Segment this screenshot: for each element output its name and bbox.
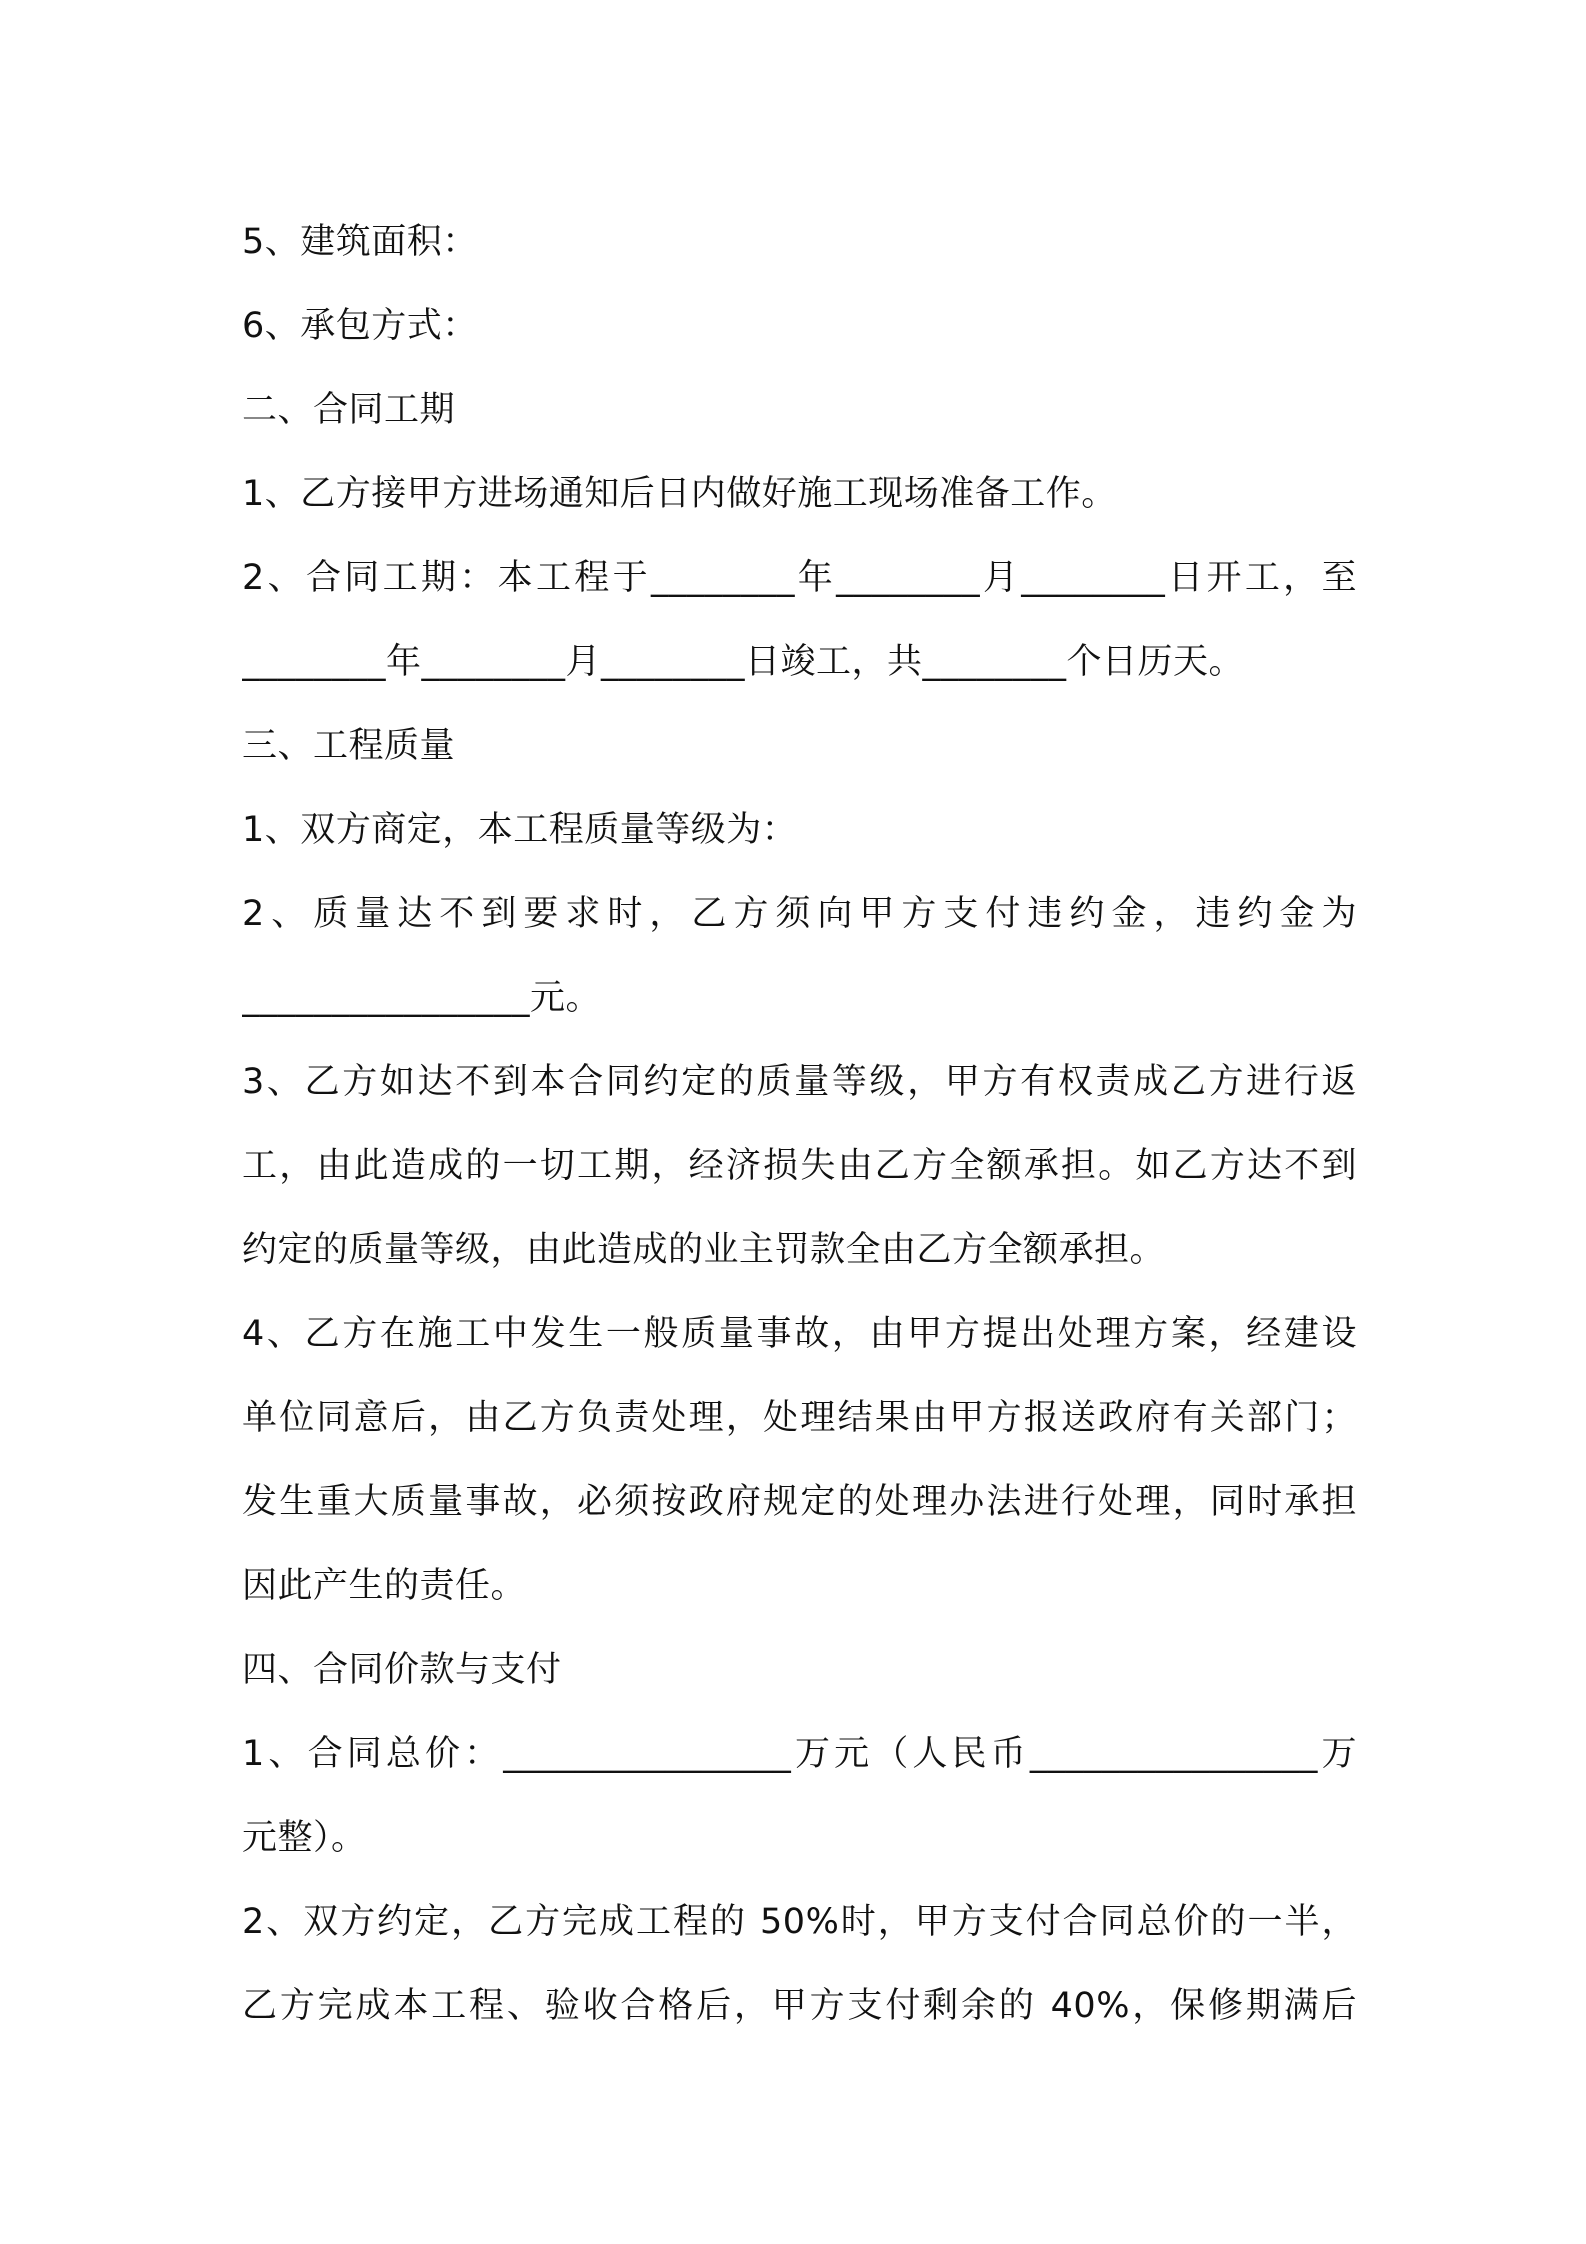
clause-rework-line-1: 3、乙方如达不到本合同约定的质量等级，甲方有权责成乙方进行返 (242, 1062, 1357, 1102)
section-heading-price-payment: 四、合同价款与支付 (242, 1650, 562, 1690)
clause-accident-line-3: 发生重大质量事故，必须按政府规定的处理办法进行处理，同时承担 (242, 1482, 1357, 1522)
clause-site-preparation: 1、乙方接甲方进场通知后日内做好施工现场准备工作。 (242, 474, 1117, 514)
section-heading-contract-period: 二、合同工期 (242, 390, 456, 430)
clause-payment-line-1: 2、双方约定，乙方完成工程的 50%时，甲方支付合同总价的一半， (242, 1902, 1357, 1942)
clause-total-price-line-1: 1、合同总价：________________万元（人民币________________万 (242, 1734, 1357, 1774)
clause-rework-line-3: 约定的质量等级，由此造成的业主罚款全由乙方全额承担。 (242, 1230, 1166, 1270)
clause-payment-line-2: 乙方完成本工程、验收合格后，甲方支付剩余的 40%，保修期满后 (242, 1986, 1357, 2026)
clause-accident-line-1: 4、乙方在施工中发生一般质量事故，由甲方提出处理方案，经建设 (242, 1314, 1357, 1354)
clause-penalty-line-1: 2、质量达不到要求时，乙方须向甲方支付违约金，违约金为 (242, 894, 1357, 934)
clause-quality-grade: 1、双方商定，本工程质量等级为： (242, 810, 798, 850)
clause-rework-line-2: 工，由此造成的一切工期，经济损失由乙方全额承担。如乙方达不到 (242, 1146, 1357, 1186)
clause-penalty-line-2: ________________元。 (242, 978, 602, 1018)
item-contract-method: 6、承包方式： (242, 306, 478, 346)
section-heading-quality: 三、工程质量 (242, 726, 456, 766)
clause-total-price-line-2: 元整）。 (242, 1818, 367, 1858)
clause-accident-line-4: 因此产生的责任。 (242, 1566, 527, 1606)
clause-contract-period-line-1: 2、合同工期：本工程于________年________月________日开工，至 (242, 558, 1357, 598)
clause-accident-line-2: 单位同意后，由乙方负责处理，处理结果由甲方报送政府有关部门； (242, 1398, 1357, 1438)
clause-contract-period-line-2: ________年________月________日竣工，共________个日历天。 (242, 642, 1245, 682)
document-body (242, 200, 1357, 2048)
item-building-area: 5、建筑面积： (242, 222, 478, 262)
